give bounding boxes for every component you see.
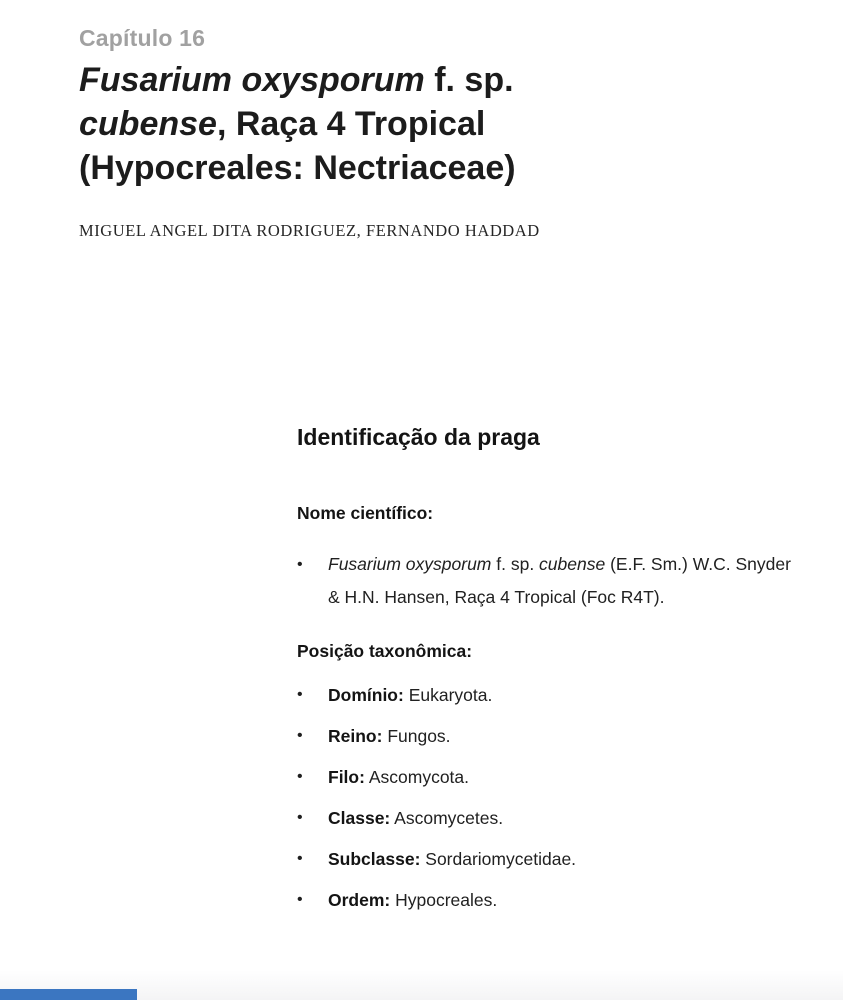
title-line2-regular: , Raça 4 Tropical xyxy=(216,105,486,143)
list-item-reino xyxy=(297,725,797,747)
taxonomy-label: Subclasse: xyxy=(328,849,421,869)
reading-progress-bar xyxy=(0,989,137,1000)
taxonomy-label: Filo: xyxy=(328,767,365,787)
bullet-icon: • xyxy=(297,556,303,573)
taxonomy-label: Domínio: xyxy=(328,685,404,705)
taxonomy-value: Hypocreales. xyxy=(390,890,498,910)
bullet-icon: • xyxy=(297,686,303,703)
chapter-title xyxy=(79,58,699,190)
taxonomy-label: Ordem: xyxy=(328,890,391,910)
list-item-classe xyxy=(297,807,797,829)
taxonomy-label: Classe: xyxy=(328,808,391,828)
subheading-posicao-taxonomica: Posição taxonômica: xyxy=(297,641,473,661)
bullet-icon: • xyxy=(297,768,303,785)
chapter-number-label: Capítulo 16 xyxy=(79,25,206,51)
taxonomy-label: Reino: xyxy=(328,726,383,746)
taxonomy-value: Sordariomycetidae. xyxy=(420,849,577,869)
sci-name-authority: (E.F. Sm.) W.C. Snyder & H.N. Hansen, Raça 4 Tropical (Foc R4T). xyxy=(328,554,791,607)
list-item-subclasse xyxy=(297,848,797,870)
section-heading-identificacao: Identificação da praga xyxy=(297,424,540,450)
taxonomy-value: Ascomycetes. xyxy=(390,808,504,828)
taxonomy-list xyxy=(297,684,797,911)
title-cubense-italic: cubense xyxy=(79,105,217,143)
subheading-nome-cientifico: Nome científico: xyxy=(297,503,434,523)
title-line1-regular: f. sp. xyxy=(424,61,514,99)
bullet-icon: • xyxy=(297,727,303,744)
chapter-head xyxy=(79,22,699,241)
bullet-icon: • xyxy=(297,850,303,867)
bullet-icon: • xyxy=(297,891,303,908)
bullet-icon: • xyxy=(297,809,303,826)
authors-line: MIGUEL ANGEL DITA RODRIGUEZ, FERNANDO HADDAD xyxy=(79,221,540,240)
taxonomy-value: Ascomycota. xyxy=(364,767,470,787)
scientific-name-text xyxy=(328,548,797,614)
sci-name-fsp: f. sp. xyxy=(491,554,540,574)
sci-name-cubense-italic: cubense xyxy=(539,554,606,574)
content-column xyxy=(297,422,797,930)
taxonomy-value: Fungos. xyxy=(382,726,451,746)
title-species-italic: Fusarium oxysporum xyxy=(79,61,425,99)
scientific-name-bullet xyxy=(297,548,797,614)
list-item-filo xyxy=(297,766,797,788)
list-item-dominio xyxy=(297,684,797,706)
title-line3: (Hypocreales: Nectriaceae) xyxy=(79,149,516,187)
sci-name-genus-italic: Fusarium oxysporum xyxy=(328,554,492,574)
list-item-ordem xyxy=(297,889,797,911)
taxonomy-value: Eukaryota. xyxy=(403,685,493,705)
